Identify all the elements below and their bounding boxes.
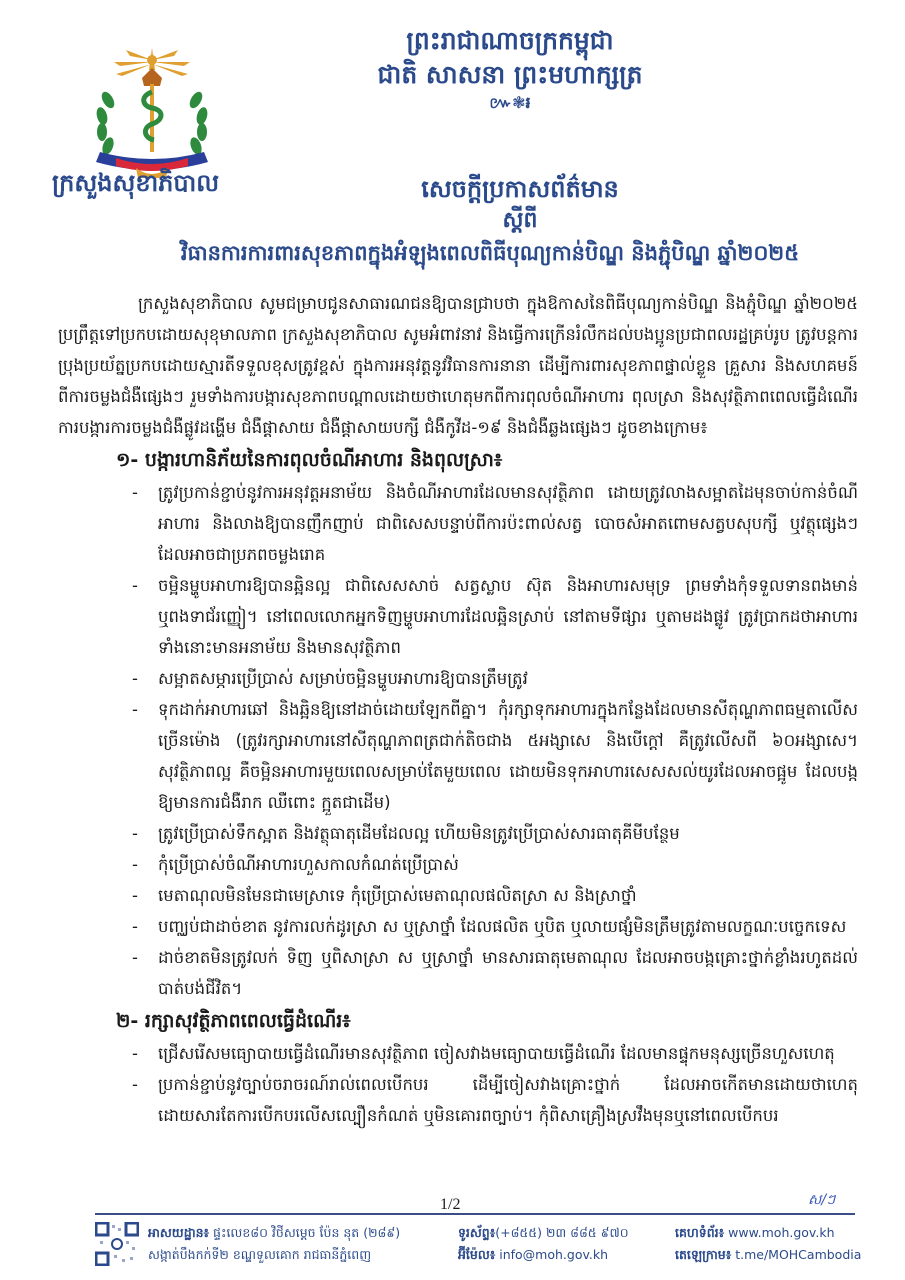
ministry-name: ក្រសួងសុខាភិបាល (52, 169, 220, 197)
website-label: គេហទំព័រ៖ (675, 1225, 725, 1240)
list-item: - ចម្អិនម្ហូបអាហារឱ្យបានឆ្អិនល្អ ជាពិសេសសាច់ សត្វស្លាប ស៊ុត និងអាហារសមុទ្រ ព្រមទាំងកុំទទួលទានពងមាន់ ឬពងទាជ័រញ្ញៀ។ នៅពេលលោកអ្នកទិញម្ហូបអាហារដែលឆ្អិនស្រាប់ នៅតាមទីផ្សារ ឬតាមដងផ្លូវ ត្រូវប្រាកដថាអាហារទាំងនោះមានអនាម័យ និងមានសុវត្ថិភាព (128, 570, 858, 663)
section-2-heading: ២- រក្សាសុវត្ថិភាពពេលធ្វើដំណើរ៖ (116, 1010, 351, 1032)
document-titles (60, 172, 860, 270)
document-type: សេចក្តីប្រកាសព័ត៌មាន (421, 175, 619, 203)
footer-divider (95, 1213, 855, 1215)
section-1-heading: ១- បង្ការហានិភ័យនៃការពុលចំណីអាហារ និងពុលស្រា៖ (116, 449, 503, 471)
national-motto (300, 24, 720, 114)
initial-signature: ស/ៗ (808, 1192, 836, 1208)
ornament: ៚❃៛ (489, 93, 531, 112)
list-item: - សម្អាតសម្ភារប្រើប្រាស់ សម្រាប់ចម្អិនម្ហូបអាហារឱ្យបានត្រឹមត្រូវ (128, 663, 858, 694)
footer-online (675, 1222, 861, 1266)
address-line-1: ផ្ទះលេខ៨០ វិថីសម្តេច ប៉ែន នុត (២៨៩) (213, 1225, 401, 1240)
document-subject: វិធានការការពារសុខភាពក្នុងអំឡុងពេលពិធីបុណ្យកាន់បិណ្ឌ និងភ្ជុំបិណ្ឌ ឆ្នាំ២០២៥ (180, 241, 800, 265)
list-item: - ដាច់ខាតមិនត្រូវលក់ ទិញ ឬពិសាស្រា ស ឬស្រាថ្នាំ មានសារធាតុមេតាណុល ដែលអាចបង្កគ្រោះថ្នាក់ខ្លាំងរហូតដល់បាត់បង់ជីវិត។ (128, 942, 858, 1004)
address-label: អាសយដ្ឋាន៖ (148, 1225, 210, 1240)
ministry-emblem (86, 40, 218, 180)
telegram-link[interactable]: t.me/MOHCambodia (735, 1247, 862, 1262)
phone-label: ទូរស័ព្ទ៖ (458, 1225, 496, 1240)
list-item: - ត្រូវប្រកាន់ខ្ជាប់នូវការអនុវត្តអនាម័យ និងចំណីអាហារដែលមានសុវត្ថិភាព ដោយត្រូវលាងសម្អាតដៃមុនចាប់កាន់ចំណីអាហារ និងលាងឱ្យបានញឹកញាប់ ជាពិសេសបន្ទាប់ពីការប៉ះពាល់សត្វ បោចសំអាតពោមសត្វបសុបក្សី ឬវត្ថុផ្សេងៗ ដែលអាចជាប្រភពចម្លងរោគ (128, 477, 858, 570)
website-link[interactable]: www.moh.gov.kh (728, 1225, 835, 1240)
list-item: - មេតាណុលមិនមែនជាមេស្រាទេ កុំប្រើប្រាស់មេតាណុលផលិតស្រា ស និងស្រាថ្នាំ (128, 880, 858, 911)
footer-address (148, 1222, 400, 1266)
document-body (58, 288, 858, 1131)
motto-text: ជាតិ សាសនា ព្រះមហាក្សត្រ (377, 60, 643, 89)
list-item: - កុំប្រើប្រាស់ចំណីអាហារហួសកាលកំណត់ប្រើប្រាស់ (128, 849, 858, 880)
list-item: - ជ្រើសរើសមធ្យោបាយធ្វើដំណើរមានសុវត្ថិភាព ចៀសវាងមធ្យោបាយធ្វើដំណើរ ដែលមានផ្ទុកមនុស្សច្រើនហួសហេតុ (128, 1038, 858, 1069)
address-line-2: សង្កាត់បឹងកក់ទី២ ខណ្ឌទួលគោក រាជធានីភ្នំពេញ (148, 1247, 372, 1262)
list-item: - ប្រកាន់ខ្ជាប់នូវច្បាប់ចរាចរណ៍រាល់ពេលបើកបរ ដើម្បីចៀសវាងគ្រោះថ្នាក់ ដែលអាចកើតមានដោយថាហេតុដោយសារតែការបើកបរលើសល្បឿនកំណត់ ឬមិនគោរពច្បាប់។ កុំពិសាគ្រឿងស្រវឹងមុនឬនៅពេលបើកបរ (128, 1069, 858, 1131)
telegram-label: តេឡេក្រាម៖ (675, 1247, 732, 1262)
list-item: - ត្រូវប្រើប្រាស់ទឹកស្អាត និងវត្ថុធាតុដើមដែលល្អ ហើយមិនត្រូវប្រើប្រាស់សារធាតុគីមីបន្ថែម (128, 818, 858, 849)
page-number: 1/2 (440, 1196, 461, 1213)
list-item: - ទុកដាក់អាហារឆៅ និងឆ្អិនឱ្យនៅដាច់ដោយឡែកពីគ្នា។ កុំរក្សាទុកអាហារក្នុងកន្លែងដែលមានសីតុណ្ហភាពធម្មតាលើសច្រើនម៉ោង (ត្រូវរក្សាអាហារនៅសីតុណ្ហភាពត្រជាក់តិចជាង ៥អង្សាសេ និងបើក្តៅ គឺត្រូវលើសពី ៦០អង្សាសេ។ សុវត្ថិភាពល្អ គឺចម្អិនអាហារមួយពេលសម្រាប់តែមួយពេល ដោយមិនទុកអាហារសេសសល់យូរដែលអាចផ្អូម ដែលបង្កឱ្យមានការជំងឺរាក ឈឺពោះ ក្អួតជាដើម) (128, 694, 858, 818)
qr-code-icon (95, 1222, 139, 1266)
kingdom-name: ព្រះរាជាណាចក្រកម្ពុជា (406, 26, 614, 55)
section-1-list (58, 477, 858, 1004)
about-label: ស្តីពី (502, 208, 538, 233)
footer-contact (458, 1222, 629, 1266)
intro-paragraph: ក្រសួងសុខាភិបាល សូមជម្រាបជូនសាធារណជនឱ្យបានជ្រាបថា ក្នុងឱកាសនៃពិធីបុណ្យកាន់បិណ្ឌ និងភ្ជុំបិណ្ឌ ឆ្នាំ២០២៥ ប្រព្រឹត្តទៅប្រកបដោយសុខុមាលភាព ក្រសួងសុខាភិបាល សូមអំពាវនាវ និងធ្វើការក្រើនរំលឹកដល់បងប្អូនប្រជាពលរដ្ឋគ្រប់រូប ត្រូវបន្តការប្រុងប្រយ័ត្នប្រកបដោយស្មារតីទទួលខុសត្រូវខ្ពស់ ក្នុងការអនុវត្តនូវវិធានការនានា ដើម្បីការពារសុខភាពផ្ទាល់ខ្លួន គ្រួសារ និងសហគមន៍ ពីការចម្លងជំងឺផ្សេងៗ រួមទាំងការបង្ការសុខភាពបណ្តាលដោយថាហេតុមកពីការពុលចំណីអាហារ ពុលស្រា និងសុវត្ថិភាពពេលធ្វើដំណើរ ការបង្ការការចម្លងជំងឺផ្លូវដង្ហើម ជំងឺផ្តាសាយ ជំងឺផ្តាសាយបក្សី ជំងឺកូវីដ-១៩ និងជំងឺឆ្លងផ្សេងៗ ដូចខាងក្រោម៖ (58, 294, 858, 437)
email-label: អ៊ីម៉ែល៖ (458, 1247, 496, 1262)
email-link[interactable]: info@moh.gov.kh (499, 1247, 609, 1262)
list-item: - បញ្ឈប់ជាដាច់ខាត នូវការលក់ដូរស្រា ស ឬស្រាថ្នាំ ដែលផលិត ឬបិត ឬលាយផ្សំមិនត្រឹមត្រូវតាមលក្ខណៈបច្ចេកទេស (128, 911, 858, 942)
phone-number[interactable]: (+៨៥៥) ២៣ ៨៨៥ ៩៧០ (495, 1225, 629, 1240)
section-2-list (58, 1038, 858, 1131)
